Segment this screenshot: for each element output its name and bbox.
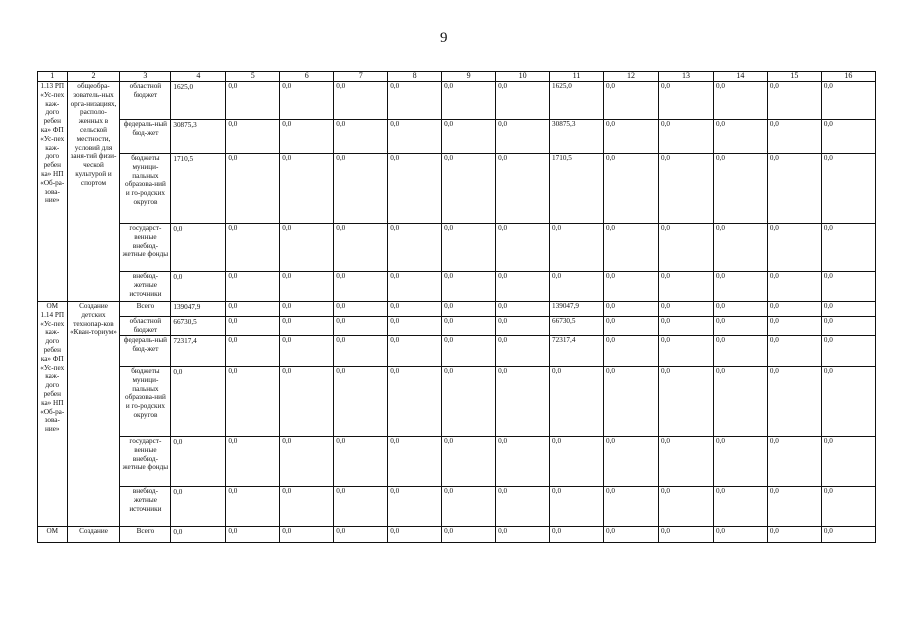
table-row <box>38 302 876 317</box>
value-cell: 139047,9 <box>550 302 604 317</box>
value-cell: 1710,5 <box>550 154 604 224</box>
value-cell: 0,0 <box>442 82 496 120</box>
table-body <box>38 72 876 543</box>
value-cell: 0,0 <box>821 336 875 367</box>
value-cell: 0,0 <box>226 224 280 272</box>
value-cell: 0,0 <box>442 336 496 367</box>
table-row <box>38 120 876 154</box>
value-cell: 0,0 <box>821 82 875 120</box>
value-cell: 0,0 <box>442 224 496 272</box>
value-cell: 0,0 <box>821 487 875 527</box>
funding-source: бюджеты муници-пальных образова-ний и го-родских округов <box>120 154 171 224</box>
funding-source: внебюд-жетные источники <box>120 487 171 527</box>
value-cell: 0,0 <box>280 487 334 527</box>
value-cell: 0,0 <box>658 487 713 527</box>
value-cell: 0,0 <box>550 487 604 527</box>
value-cell: 0,0 <box>767 154 821 224</box>
row-measure-name: Создание <box>67 527 120 543</box>
value-cell: 0,0 <box>658 272 713 302</box>
funding-source: федераль-ный бюд-жет <box>120 336 171 367</box>
value-cell: 0,0 <box>388 154 442 224</box>
value-cell: 0,0 <box>767 317 821 336</box>
value-cell: 0,0 <box>821 317 875 336</box>
value-cell: 0,0 <box>496 120 550 154</box>
value-cell: 0,0 <box>658 317 713 336</box>
value-cell: 0,0 <box>388 336 442 367</box>
value-cell: 0,0 <box>280 154 334 224</box>
value-cell: 0,0 <box>442 487 496 527</box>
value-cell: 0,0 <box>496 527 550 543</box>
value-cell: 0,0 <box>713 336 767 367</box>
value-cell: 0,0 <box>388 527 442 543</box>
value-cell: 0,0 <box>604 154 659 224</box>
value-cell: 0,0 <box>334 317 388 336</box>
column-header: 4 <box>171 72 226 82</box>
value-cell: 0,0 <box>442 317 496 336</box>
value-cell: 0,0 <box>334 224 388 272</box>
budget-table <box>37 71 876 543</box>
value-cell: 0,0 <box>713 487 767 527</box>
value-cell: 0,0 <box>334 367 388 437</box>
value-cell: 0,0 <box>658 527 713 543</box>
funding-source: внебюд-жетные источники <box>120 272 171 302</box>
value-cell: 0,0 <box>226 527 280 543</box>
value-cell: 0,0 <box>713 154 767 224</box>
value-cell: 0,0 <box>226 336 280 367</box>
value-cell: 0,0 <box>604 487 659 527</box>
column-header: 6 <box>280 72 334 82</box>
table-row <box>38 336 876 367</box>
value-cell: 0,0 <box>388 82 442 120</box>
value-cell: 0,0 <box>442 437 496 487</box>
value-cell: 0,0 <box>604 302 659 317</box>
value-cell: 0,0 <box>767 487 821 527</box>
value-cell: 0,0 <box>767 437 821 487</box>
value-cell: 0,0 <box>334 82 388 120</box>
value-cell: 0,0 <box>280 224 334 272</box>
value-cell: 0,0 <box>658 154 713 224</box>
value-cell: 0,0 <box>496 336 550 367</box>
value-cell: 0,0 <box>821 154 875 224</box>
value-cell: 66730,5 <box>171 317 226 336</box>
row-measure-id: 1.13 РП «Ус-пех каж-дого ребен ка» ФП «Ус-пех каж-дого ребен ка» НП «Об-ра-зова-ние» <box>38 82 68 302</box>
value-cell: 0,0 <box>171 437 226 487</box>
column-header: 5 <box>226 72 280 82</box>
value-cell: 0,0 <box>226 437 280 487</box>
value-cell: 0,0 <box>821 437 875 487</box>
value-cell: 0,0 <box>171 527 226 543</box>
value-cell: 0,0 <box>713 224 767 272</box>
value-cell: 0,0 <box>713 272 767 302</box>
value-cell: 0,0 <box>604 272 659 302</box>
value-cell: 0,0 <box>334 120 388 154</box>
column-header: 12 <box>604 72 659 82</box>
value-cell: 0,0 <box>388 272 442 302</box>
value-cell: 139047,9 <box>171 302 226 317</box>
funding-source: бюджеты муници-пальных образова-ний и го-родских округов <box>120 367 171 437</box>
column-header: 13 <box>658 72 713 82</box>
funding-source: государст-венные внебюд-жетные фонды <box>120 437 171 487</box>
value-cell: 0,0 <box>388 302 442 317</box>
value-cell: 0,0 <box>604 527 659 543</box>
value-cell: 0,0 <box>171 487 226 527</box>
value-cell: 0,0 <box>171 224 226 272</box>
value-cell: 0,0 <box>442 302 496 317</box>
value-cell: 0,0 <box>388 437 442 487</box>
value-cell: 30875,3 <box>171 120 226 154</box>
value-cell: 0,0 <box>334 272 388 302</box>
value-cell: 0,0 <box>658 367 713 437</box>
value-cell: 0,0 <box>171 367 226 437</box>
value-cell: 0,0 <box>280 120 334 154</box>
value-cell: 0,0 <box>496 487 550 527</box>
value-cell: 0,0 <box>550 437 604 487</box>
value-cell: 0,0 <box>334 527 388 543</box>
value-cell: 0,0 <box>388 317 442 336</box>
value-cell: 0,0 <box>767 527 821 543</box>
row-measure-id: ОМ <box>38 527 68 543</box>
value-cell: 0,0 <box>334 487 388 527</box>
value-cell: 0,0 <box>767 336 821 367</box>
column-header: 7 <box>334 72 388 82</box>
value-cell: 0,0 <box>280 367 334 437</box>
value-cell: 0,0 <box>442 272 496 302</box>
table-row <box>38 82 876 120</box>
column-header: 15 <box>767 72 821 82</box>
value-cell: 0,0 <box>496 224 550 272</box>
value-cell: 30875,3 <box>550 120 604 154</box>
funding-source: федераль-ный бюд-жет <box>120 120 171 154</box>
table-row <box>38 224 876 272</box>
value-cell: 0,0 <box>767 302 821 317</box>
value-cell: 0,0 <box>604 437 659 487</box>
value-cell: 66730,5 <box>550 317 604 336</box>
value-cell: 0,0 <box>496 437 550 487</box>
value-cell: 0,0 <box>496 154 550 224</box>
value-cell: 0,0 <box>713 82 767 120</box>
value-cell: 72317,4 <box>171 336 226 367</box>
value-cell: 0,0 <box>280 527 334 543</box>
table-row <box>38 367 876 437</box>
value-cell: 0,0 <box>821 224 875 272</box>
header-row <box>38 72 876 82</box>
value-cell: 0,0 <box>496 82 550 120</box>
value-cell: 0,0 <box>442 527 496 543</box>
value-cell: 0,0 <box>713 527 767 543</box>
column-header: 1 <box>38 72 68 82</box>
funding-source: государст-венные внебюд-жетные фонды <box>120 224 171 272</box>
value-cell: 0,0 <box>226 367 280 437</box>
column-header: 3 <box>120 72 171 82</box>
value-cell: 0,0 <box>604 224 659 272</box>
value-cell: 0,0 <box>496 367 550 437</box>
value-cell: 0,0 <box>604 317 659 336</box>
value-cell: 0,0 <box>658 224 713 272</box>
value-cell: 1710,5 <box>171 154 226 224</box>
value-cell: 0,0 <box>388 224 442 272</box>
table-row <box>38 437 876 487</box>
value-cell: 0,0 <box>388 367 442 437</box>
table-row <box>38 487 876 527</box>
value-cell: 0,0 <box>496 317 550 336</box>
value-cell: 0,0 <box>550 224 604 272</box>
value-cell: 0,0 <box>604 336 659 367</box>
value-cell: 0,0 <box>604 367 659 437</box>
value-cell: 0,0 <box>550 272 604 302</box>
value-cell: 0,0 <box>442 120 496 154</box>
value-cell: 0,0 <box>226 120 280 154</box>
column-header: 8 <box>388 72 442 82</box>
value-cell: 0,0 <box>334 302 388 317</box>
value-cell: 0,0 <box>658 437 713 487</box>
table-row <box>38 272 876 302</box>
value-cell: 0,0 <box>767 367 821 437</box>
page-number: 9 <box>440 30 448 46</box>
value-cell: 0,0 <box>658 120 713 154</box>
column-header: 14 <box>713 72 767 82</box>
value-cell: 0,0 <box>767 224 821 272</box>
funding-source: Всего <box>120 302 171 317</box>
value-cell: 0,0 <box>280 437 334 487</box>
value-cell: 0,0 <box>713 120 767 154</box>
value-cell: 0,0 <box>767 120 821 154</box>
value-cell: 0,0 <box>604 82 659 120</box>
row-measure-id: ОМ 1.14 РП «Ус-пех каж-дого ребен ка» ФП «Ус-пех каж-дого ребен ка» НП «Об-ра-зова-ние» <box>38 302 68 527</box>
table-row <box>38 527 876 543</box>
value-cell: 0,0 <box>334 336 388 367</box>
value-cell: 72317,4 <box>550 336 604 367</box>
value-cell: 0,0 <box>388 120 442 154</box>
value-cell: 0,0 <box>496 302 550 317</box>
value-cell: 0,0 <box>280 336 334 367</box>
value-cell: 0,0 <box>821 367 875 437</box>
column-header: 9 <box>442 72 496 82</box>
value-cell: 0,0 <box>442 367 496 437</box>
value-cell: 0,0 <box>226 487 280 527</box>
value-cell: 0,0 <box>280 272 334 302</box>
value-cell: 0,0 <box>226 302 280 317</box>
column-header: 10 <box>496 72 550 82</box>
funding-source: областной бюджет <box>120 317 171 336</box>
value-cell: 0,0 <box>280 302 334 317</box>
value-cell: 0,0 <box>442 154 496 224</box>
value-cell: 0,0 <box>658 302 713 317</box>
row-measure-name: общеобра-зователь-ных орга-низациях, располо-женных в сельской местности, условий для заня-тий физи-ческой культурой и спортом <box>67 82 120 302</box>
value-cell: 0,0 <box>658 82 713 120</box>
table-row <box>38 317 876 336</box>
value-cell: 0,0 <box>334 154 388 224</box>
funding-source: Всего <box>120 527 171 543</box>
funding-source: областной бюджет <box>120 82 171 120</box>
value-cell: 0,0 <box>767 82 821 120</box>
value-cell: 0,0 <box>821 272 875 302</box>
value-cell: 0,0 <box>713 302 767 317</box>
value-cell: 0,0 <box>550 367 604 437</box>
value-cell: 0,0 <box>226 272 280 302</box>
value-cell: 1625,0 <box>171 82 226 120</box>
value-cell: 0,0 <box>496 272 550 302</box>
column-header: 16 <box>821 72 875 82</box>
value-cell: 0,0 <box>713 317 767 336</box>
value-cell: 0,0 <box>821 302 875 317</box>
value-cell: 0,0 <box>280 317 334 336</box>
value-cell: 0,0 <box>604 120 659 154</box>
value-cell: 0,0 <box>226 317 280 336</box>
value-cell: 0,0 <box>226 82 280 120</box>
value-cell: 0,0 <box>713 367 767 437</box>
value-cell: 0,0 <box>226 154 280 224</box>
value-cell: 0,0 <box>334 437 388 487</box>
row-measure-name: Создание детских технопар-ков «Кван-ториум» <box>67 302 120 527</box>
value-cell: 0,0 <box>767 272 821 302</box>
column-header: 11 <box>550 72 604 82</box>
value-cell: 0,0 <box>713 437 767 487</box>
value-cell: 0,0 <box>388 487 442 527</box>
column-header: 2 <box>67 72 120 82</box>
value-cell: 0,0 <box>550 527 604 543</box>
table-row <box>38 154 876 224</box>
value-cell: 0,0 <box>821 527 875 543</box>
value-cell: 0,0 <box>171 272 226 302</box>
value-cell: 0,0 <box>280 82 334 120</box>
value-cell: 1625,0 <box>550 82 604 120</box>
value-cell: 0,0 <box>821 120 875 154</box>
value-cell: 0,0 <box>658 336 713 367</box>
